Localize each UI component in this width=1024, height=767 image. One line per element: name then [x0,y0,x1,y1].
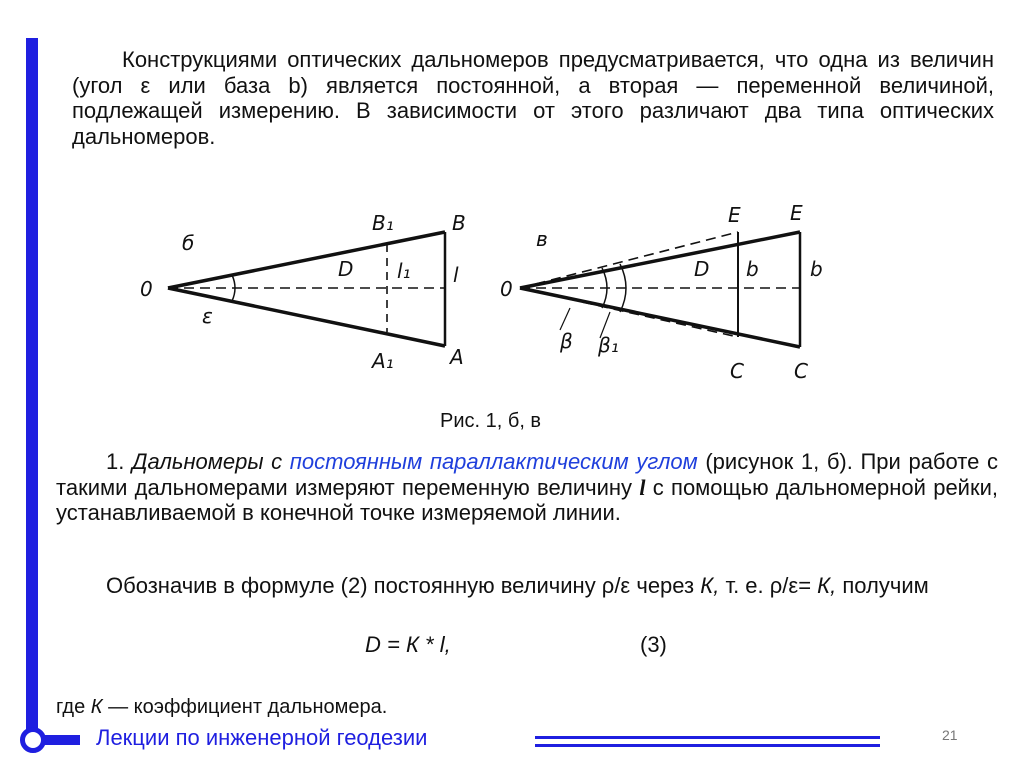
label-E-inner: E [728,203,741,227]
footer-title: Лекции по инженерной геодезии [96,725,428,750]
label-l1: l₁ [397,259,411,283]
label-l: l [453,263,459,287]
label-tag-v: в [536,227,548,251]
coefficient-note: где К — коэффициент дальномера. [56,696,388,718]
label-O-left: 0 [140,277,153,301]
label-D-left: D [338,257,354,281]
type1-paragraph: 1. Дальномеры с постоянным параллактическим углом (рисунок 1, б). При работе с такими дальномерами измеряют переменную величину l с помощью дальномерной рейки, устанавливаемой в конечной точке измеряемой линии. [56,449,998,526]
label-tag-b: б [182,231,195,255]
label-B: B [452,211,466,235]
label-D-right: D [694,257,710,281]
diagram-b [168,232,445,346]
formula-number: (3) [640,632,667,657]
intro-paragraph: Конструкциями оптических дальномеров предусматривается, что одна из величин (угол ε или база b) является постоянной, а вторая — переменной величиной, подлежащей измерению. В зависимости от этого различают два типа оптических дальномеров. [72,47,994,149]
page-number: 21 [942,727,958,743]
label-C-outer: C [794,359,808,383]
formula: D = К * l, [365,632,451,657]
parallactic-angle-term: постоянным параллактическим углом [289,449,698,474]
label-B1: B₁ [372,211,394,235]
label-b-inner: b [746,257,759,281]
label-epsilon: ε [202,304,213,328]
label-A: A [450,345,464,369]
label-beta: β [560,329,573,353]
label-beta1: β₁ [598,333,619,357]
label-b-outer: b [810,257,823,281]
label-A1: A₁ [372,349,394,373]
label-C-inner: C [730,359,744,383]
formula-intro-paragraph: Обозначив в формуле (2) постоянную величину ρ/ε через К, т. е. ρ/ε= К, получим [106,573,929,598]
label-O-right: 0 [500,277,513,301]
label-E-outer: E [790,201,803,225]
figure-caption: Рис. 1, б, в [440,410,542,432]
